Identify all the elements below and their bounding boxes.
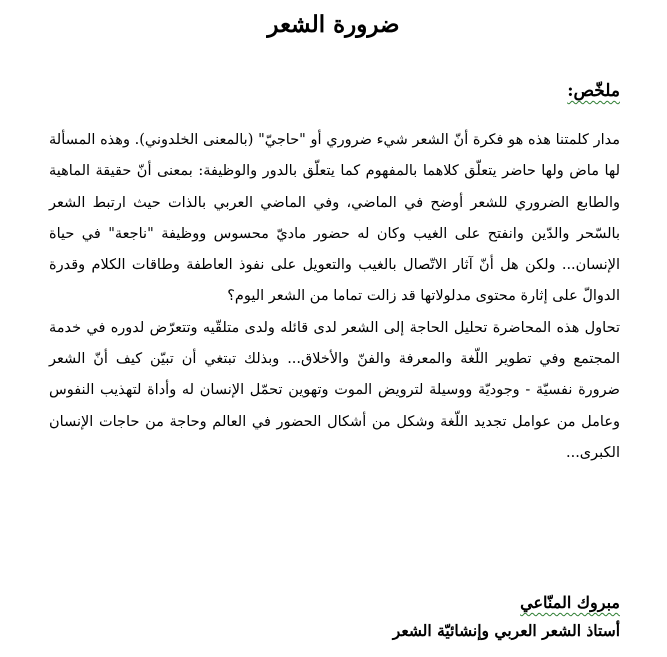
document-title: ضرورة الشعر: [267, 11, 400, 38]
author-title: أستاذ الشعر العربي وإنشائيّة الشعر: [392, 621, 620, 640]
author-signature: [393, 590, 620, 646]
abstract-paragraph-1: مدار كلمتنا هذه هو فكرة أنّ الشعر شيء ضروري أو "حاجيّ" (بالمعنى الخلدوني). وهذه المسألة لها ماض ولها حاضر يتعلّق كلاهما بالمفهوم كما يتعلّق بالدور والوظيفة: بمعنى أنّ حقيقة الماهية والطابع الضروري للشعر أوضح في الماضي، وفي الماضي العربي بالذات حيث ارتبط الشعر بالسّحر والدّين وانفتح على الغيب وكان له حضور ماديّ محسوس ووظيفة "ناجعة" في حياة الإنسان... ولكن هل أنّ آثار الاتّصال بالغيب والتعويل على نفوذ العاطفة وطاقات الكلام وقدرة الدوالّ على إثارة محتوى مدلولاتها قد زالت تماما من الشعر اليوم؟: [49, 132, 620, 305]
author-name: مبروك المنّاعي: [520, 593, 620, 612]
abstract-body: [49, 125, 620, 469]
abstract-heading: [567, 78, 620, 104]
abstract-paragraph-2: تحاول هذه المحاضرة تحليل الحاجة إلى الشعر لدى قائله ولدى متلقّيه وتتعرّض لدوره في خدمة المجتمع وفي تطوير اللّغة والمعرفة والفنّ والأخلاق... وبذلك تبتغي أن تبيّن كيف أنّ الشعر ضرورة نفسيّة - وجوديّة ووسيلة لترويض الموت وتهوين تحمّل الإنسان له وأداة لتهذيب النفوس وعامل من عوامل تجديد اللّغة وشكل من أشكال الحضور في العالم وحاجة من حاجات الإنسان الكبرى...: [49, 319, 620, 461]
abstract-label: ملخّص:: [567, 81, 620, 101]
